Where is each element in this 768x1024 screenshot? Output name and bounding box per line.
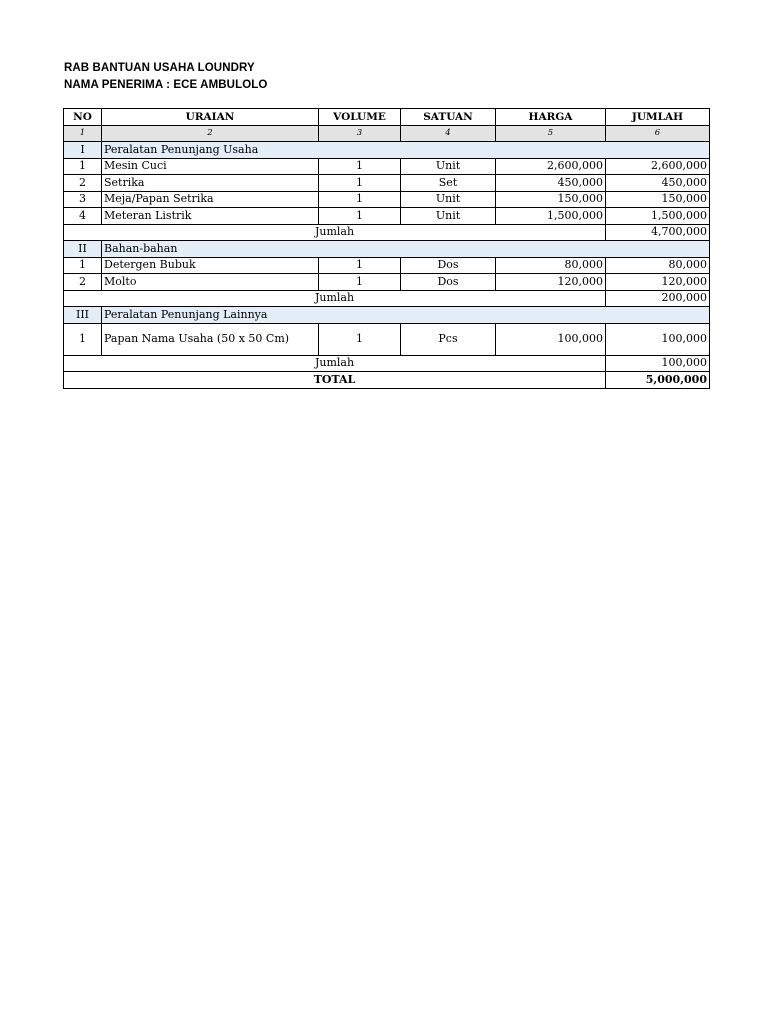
item-no: 1 (64, 158, 102, 175)
item-description: Setrika (102, 175, 319, 192)
subtotal-label: Jumlah (64, 290, 606, 307)
item-price: 2,600,000 (496, 158, 606, 175)
item-unit: Unit (401, 191, 496, 208)
table-row (64, 191, 710, 208)
item-amount: 100,000 (606, 323, 710, 355)
item-description: Detergen Bubuk (102, 257, 319, 274)
item-unit: Dos (401, 274, 496, 291)
budget-table (63, 108, 710, 389)
table-row (64, 158, 710, 175)
section-title: Peralatan Penunjang Usaha (102, 142, 710, 159)
table-row (64, 323, 710, 355)
total-label: TOTAL (64, 372, 606, 389)
column-header: VOLUME (319, 109, 401, 126)
subtotal-value: 4,700,000 (606, 224, 710, 241)
item-unit: Unit (401, 158, 496, 175)
item-no: 1 (64, 323, 102, 355)
item-volume: 1 (319, 175, 401, 192)
item-no: 2 (64, 274, 102, 291)
column-header: SATUAN (401, 109, 496, 126)
column-index: 5 (496, 125, 606, 142)
item-no: 3 (64, 191, 102, 208)
table-row (64, 274, 710, 291)
item-volume: 1 (319, 191, 401, 208)
item-volume: 1 (319, 274, 401, 291)
column-header: JUMLAH (606, 109, 710, 126)
section-title: Peralatan Penunjang Lainnya (102, 307, 710, 324)
item-price: 1,500,000 (496, 208, 606, 225)
column-header: HARGA (496, 109, 606, 126)
column-index: 6 (606, 125, 710, 142)
item-volume: 1 (319, 158, 401, 175)
item-price: 80,000 (496, 257, 606, 274)
document-title: RAB BANTUAN USAHA LOUNDRY (64, 62, 255, 74)
item-unit: Dos (401, 257, 496, 274)
subtotal-row (64, 224, 710, 241)
section-row (64, 142, 710, 159)
item-amount: 2,600,000 (606, 158, 710, 175)
item-description: Mesin Cuci (102, 158, 319, 175)
item-amount: 450,000 (606, 175, 710, 192)
item-description: Papan Nama Usaha (50 x 50 Cm) (102, 323, 319, 355)
item-unit: Unit (401, 208, 496, 225)
item-price: 100,000 (496, 323, 606, 355)
subtotal-label: Jumlah (64, 224, 606, 241)
subtotal-row (64, 290, 710, 307)
item-unit: Pcs (401, 323, 496, 355)
item-amount: 150,000 (606, 191, 710, 208)
table-row (64, 257, 710, 274)
item-volume: 1 (319, 257, 401, 274)
section-number: II (64, 241, 102, 258)
item-description: Molto (102, 274, 319, 291)
item-unit: Set (401, 175, 496, 192)
item-volume: 1 (319, 323, 401, 355)
subtotal-label: Jumlah (64, 355, 606, 372)
item-price: 120,000 (496, 274, 606, 291)
item-amount: 1,500,000 (606, 208, 710, 225)
item-no: 1 (64, 257, 102, 274)
item-amount: 120,000 (606, 274, 710, 291)
section-number: I (64, 142, 102, 159)
item-description: Meja/Papan Setrika (102, 191, 319, 208)
subtotal-row (64, 355, 710, 372)
subtotal-value: 200,000 (606, 290, 710, 307)
column-index-row (64, 125, 710, 142)
item-volume: 1 (319, 208, 401, 225)
total-row (64, 372, 710, 389)
item-no: 4 (64, 208, 102, 225)
total-value: 5,000,000 (606, 372, 710, 389)
section-number: III (64, 307, 102, 324)
table-row (64, 175, 710, 192)
header-row (64, 109, 710, 126)
item-description: Meteran Listrik (102, 208, 319, 225)
section-row (64, 307, 710, 324)
item-no: 2 (64, 175, 102, 192)
item-amount: 80,000 (606, 257, 710, 274)
subtotal-value: 100,000 (606, 355, 710, 372)
recipient-name: NAMA PENERIMA : ECE AMBULOLO (64, 79, 268, 91)
column-header: NO (64, 109, 102, 126)
section-title: Bahan-bahan (102, 241, 710, 258)
item-price: 150,000 (496, 191, 606, 208)
column-index: 2 (102, 125, 319, 142)
item-price: 450,000 (496, 175, 606, 192)
column-index: 1 (64, 125, 102, 142)
column-header: URAIAN (102, 109, 319, 126)
column-index: 4 (401, 125, 496, 142)
section-row (64, 241, 710, 258)
table-row (64, 208, 710, 225)
column-index: 3 (319, 125, 401, 142)
